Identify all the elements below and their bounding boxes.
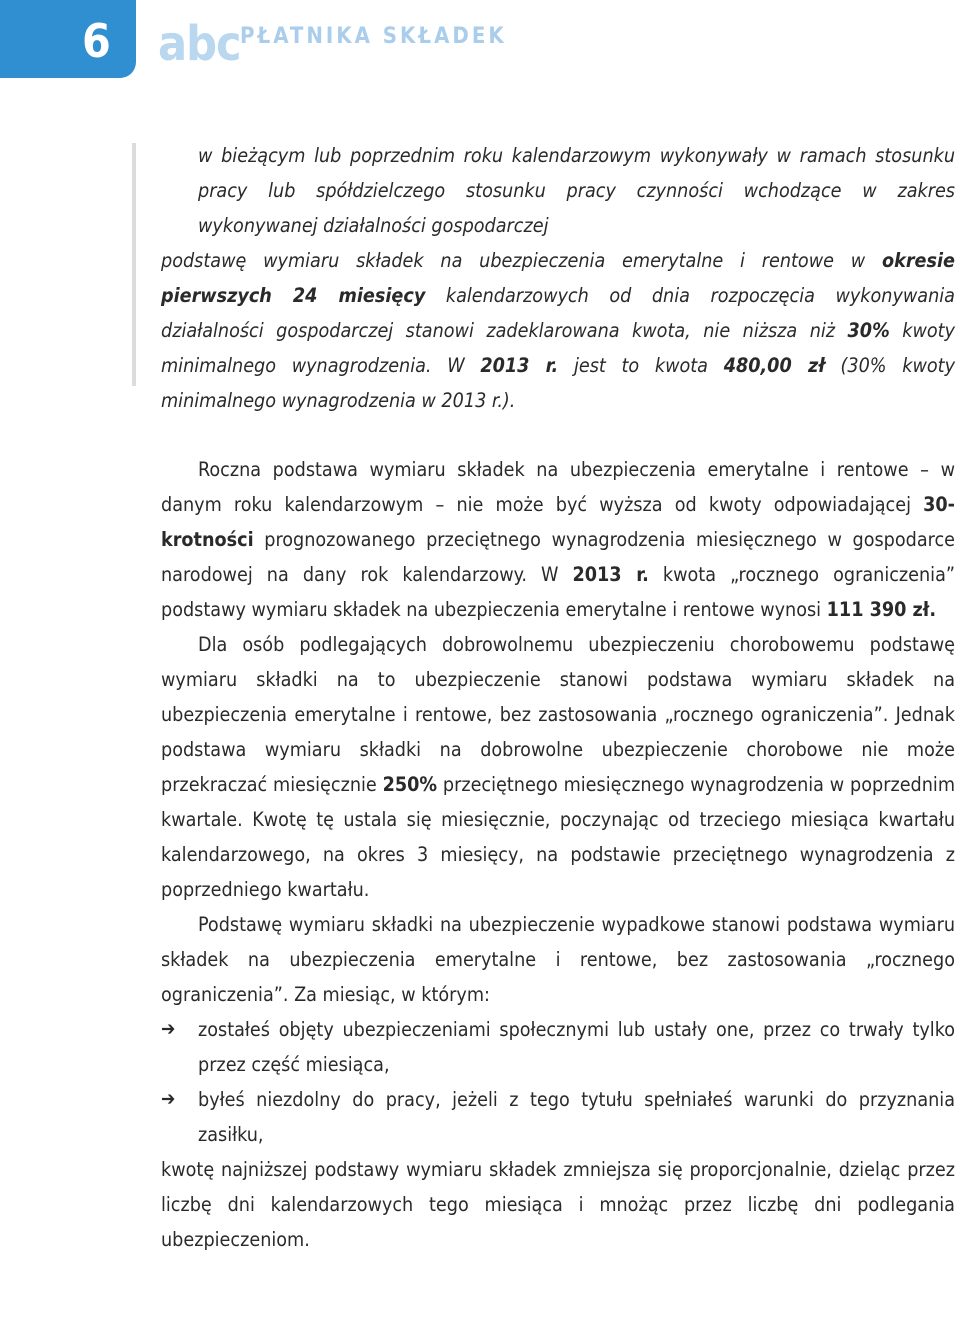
highlighted-block: [161, 138, 955, 418]
text-span: podstawę wymiaru składek na ubezpieczenia emerytalne i rentowe w: [161, 249, 883, 272]
quote-rule: [132, 143, 136, 386]
text-span: kwoty minimalnego wynagrodzenia. W: [161, 319, 955, 377]
block-second-paragraph: [161, 243, 955, 418]
bold-span: 250%: [382, 773, 438, 796]
paragraph-accident-insurance: Podstawę wymiaru składki na ubezpieczenie wypadkowe stanowi podstawa wymiaru składek na ubezpieczenia emerytalne i rentowe, bez zastosowania „rocznego ograniczenia”. Za miesiąc, w którym:: [161, 913, 955, 1006]
arrow-right-icon: ➔: [161, 1088, 176, 1110]
list-item-text: byłeś niezdolny do pracy, jeżeli z tego tytułu spełniałeś warunki do przyznania zasiłku,: [198, 1088, 955, 1146]
list-item-text: zostałeś objęty ubezpieczeniami społecznymi lub ustały one, przez co trwały tylko przez część miesiąca,: [198, 1018, 955, 1076]
text-span: Roczna podstawa wymiaru składek na ubezpieczenia emerytalne i rentowe – w danym roku kalendarzowym – nie może być wyższa od kwoty odpowiadającej: [161, 458, 955, 516]
list-item: [161, 1012, 955, 1082]
page-number-box: [0, 0, 136, 78]
list-item: [161, 1082, 955, 1152]
text-span: jest to kwota: [558, 354, 724, 377]
block-first-paragraph: w bieżącym lub poprzednim roku kalendarzowym wykonywały w ramach stosunku pracy lub spółdzielczego stosunku pracy czynności wchodzące w zakres wykonywanej działalności gospodarczej: [198, 144, 955, 237]
text-span: kwota „rocznego ograniczenia” podstawy wymiaru składek na ubezpieczenia emerytalne i rentowe wynosi: [161, 563, 956, 621]
bold-span: 30-krotności: [161, 493, 955, 551]
page-header: [0, 0, 960, 80]
main-text: [161, 452, 955, 1257]
bold-span: okresie pierwszych 24 miesięcy: [161, 249, 955, 307]
bold-span: 30%: [847, 319, 890, 342]
bold-span: 111 390 zł.: [826, 598, 937, 621]
arrow-right-icon: ➔: [161, 1018, 176, 1040]
text-span: prognozowanego przeciętnego wynagrodzenia miesięcznego w gospodarce narodowej na dany rok kalendarzowy. W: [161, 528, 955, 586]
page-number: 6: [82, 14, 110, 68]
bold-span: 480,00 zł: [723, 354, 825, 377]
section-title: PŁATNIKA SKŁADEK: [240, 24, 507, 49]
abc-logo: abc: [158, 16, 241, 72]
paragraph-annual-basis: [161, 452, 955, 627]
text-span: Dla osób podlegających dobrowolnemu ubezpieczeniu chorobowemu podstawę wymiaru składki na to ubezpieczenie stanowi podstawa wymiaru składek na ubezpieczenia emerytalne i rentowe, bez zastosowania „rocznego ograniczenia”. Jednak podstawa wymiaru składki na dobrowolne ubezpieczenie chorobowe nie może przekraczać miesięcznie: [161, 633, 955, 796]
paragraph-sickness-insurance: [161, 627, 955, 907]
paragraph-closing: kwotę najniższej podstawy wymiaru składek zmniejsza się proporcjonalnie, dzieląc przez liczbę dni kalendarzowych tego miesiąca i mnożąc przez liczbę dni podlegania ubezpieczeniom.: [161, 1158, 955, 1251]
text-span: przeciętnego miesięcznego wynagrodzenia w poprzednim kwartale. Kwotę tę ustala się miesięcznie, poczynając od trzeciego miesiąca kwartału kalendarzowego, na okres 3 miesięcy, na podstawie przeciętnego wynagrodzenia z poprzedniego kwartału.: [161, 773, 955, 901]
bold-span: 2013 r.: [480, 354, 559, 377]
bullet-list: [161, 1012, 955, 1152]
text-span: kalendarzowych od dnia rozpoczęcia wykonywania działalności gospodarczej stanowi zadeklarowana kwota, nie niższa niż: [161, 284, 955, 342]
text-span: (30% kwoty minimalnego wynagrodzenia w 2013 r.).: [161, 354, 956, 412]
bold-span: 2013 r.: [572, 563, 649, 586]
